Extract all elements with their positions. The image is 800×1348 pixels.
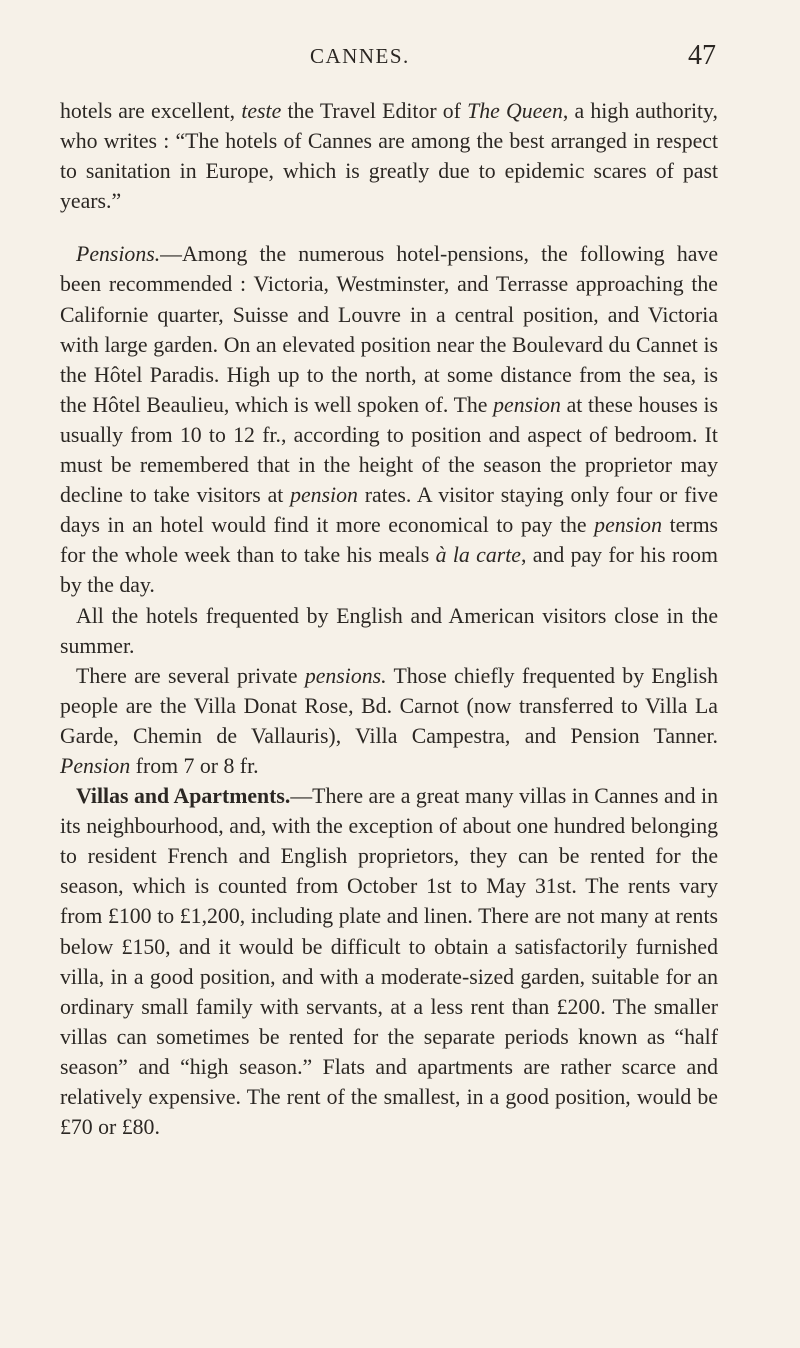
text-run: Those chiefly frequented by English people are the Villa Donat Rose, Bd. Carnot (now transferred to Villa La Garde, Chemin de Vallauris), Villa Campestra, and Pension Tanner. — [60, 663, 718, 748]
text-run: from 7 or 8 fr. — [130, 753, 259, 778]
italic-run: pension — [290, 483, 358, 508]
run-in-heading-villas: Villas and Apartments. — [76, 784, 291, 809]
italic-run: pensions. — [304, 663, 387, 688]
italic-title: The Queen — [467, 99, 563, 123]
italic-run: pension — [493, 392, 561, 417]
text-run: —Among the numerous hotel-pensions, the following have been recommended : Victoria, Westminster, and Terrasse approaching the Californie quarter, Suisse and Louvre in a central position, and Victoria with large garden. On an elevated position near the Boulevard du Cannet is the Hôtel Paradis. High up to the north, at some distance from the sea, is the Hôtel Beaulieu, which is well spoken of. The — [60, 242, 718, 417]
text-run: —There are a great many villas in Cannes and in its neighbourhood, and, with the exception of about one hundred belonging to resident French and English proprietors, they can be rented for the season, which is counted from October 1st to May 31st. The rents vary from £100 to £1,200, including plate and linen. There are not many at rents below £150, and it would be difficult to obtain a satisfactorily furnished villa, in a good position, and with a moderate-sized garden, suitable for an ordinary small family with servants, at a less rent than £200. The smaller villas can sometimes be rented for the separate periods known as “half season” and “high season.” Flats and apartments are rather scarce and relatively expensive. The rent of the smallest, in a good position, would be £70 or £80. — [60, 784, 718, 1140]
text-run: terms for the whole week than to take his meals — [60, 513, 718, 568]
text-run: hotels are excellent, — [60, 99, 242, 123]
text-run: at these houses is usually from 10 to 12 fr., according to position and aspect of bedroom. It must be remembered that in the height of the season the proprietor may decline to take visitors at — [60, 392, 718, 508]
italic-run: teste — [241, 99, 282, 123]
text-run: All the hotels frequented by English and American visitors close in the summer. — [60, 603, 718, 658]
text-run: the Travel Editor of — [281, 99, 468, 123]
text-run: There are several private — [76, 663, 305, 688]
paragraph-hotels-close — [60, 601, 718, 661]
run-in-heading-pensions: Pensions. — [76, 242, 161, 267]
italic-run: Pension — [60, 753, 131, 778]
text-run: , and pay for his room by the day. — [60, 543, 718, 598]
paragraph-villas-apartments — [60, 781, 718, 1142]
running-head — [256, 40, 716, 80]
text-run: rates. A visitor staying only four or five days in an hotel would find it more economical to pay the — [60, 483, 718, 538]
running-title: CANNES. — [310, 44, 410, 68]
body-text — [60, 96, 718, 1142]
italic-run: pension — [594, 513, 662, 538]
paragraph-hotels-excellent — [60, 96, 718, 216]
italic-run: à la carte — [435, 543, 521, 568]
paragraph-private-pensions — [60, 661, 718, 781]
paragraph-pensions — [60, 239, 718, 600]
page-number: 47 — [688, 40, 716, 71]
text-run: , a high authority, who writes : “The hotels of Cannes are among the best arranged in respect to sanitation in Europe, which is greatly due to epidemic scares of past years.” — [60, 99, 718, 214]
